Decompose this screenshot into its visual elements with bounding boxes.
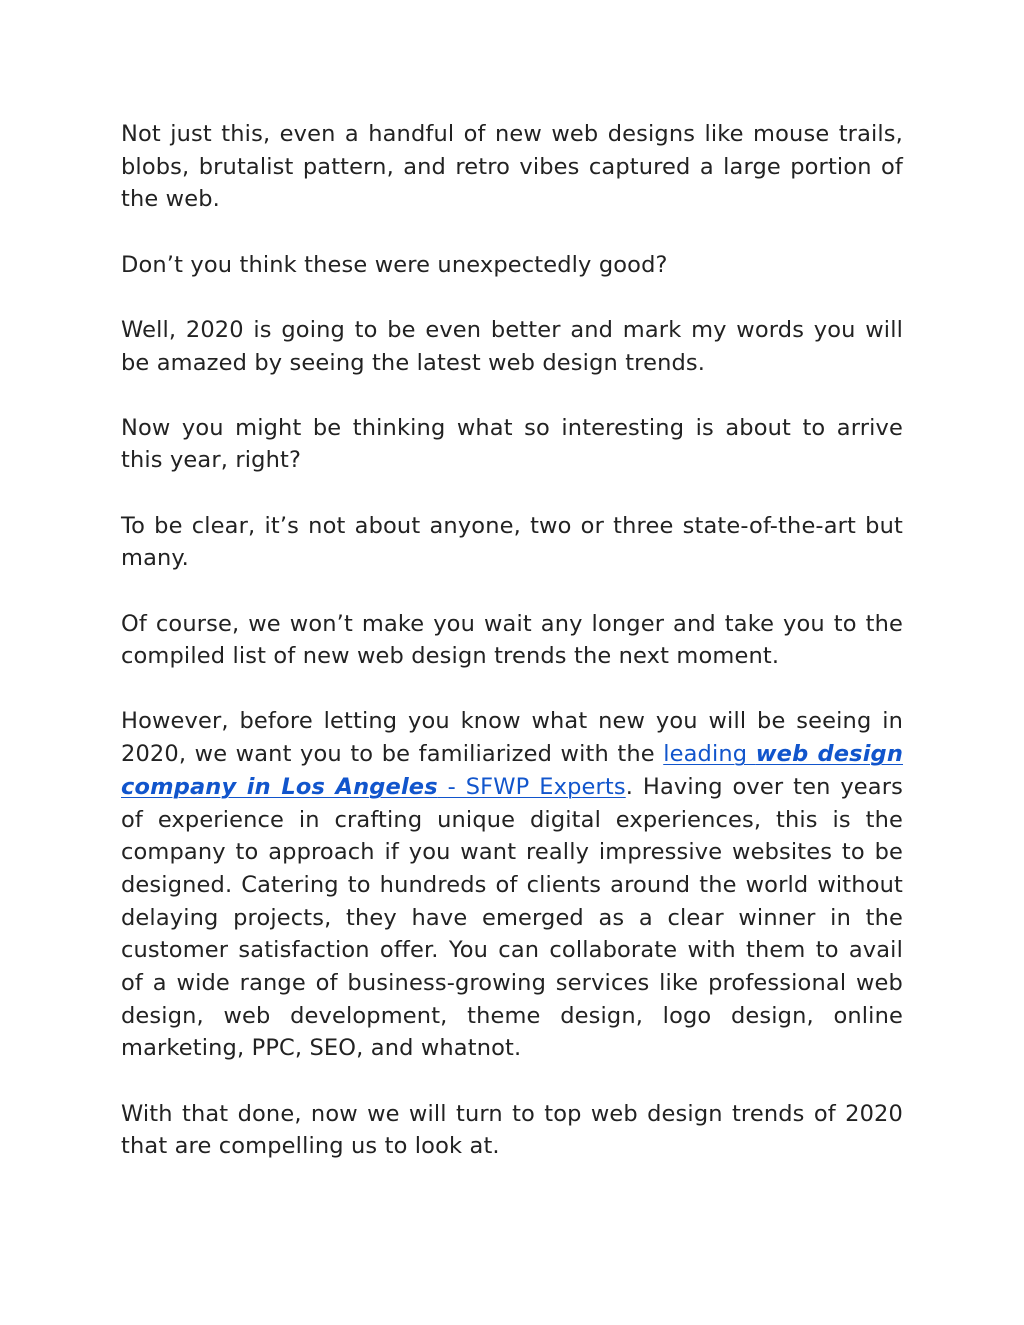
company-intro-after: . Having over ten years of experience in crafting unique digital experiences, this is the company to approach if you want really impressive websites to be designed. Catering to hundreds of clients around the world without delaying projects, they have emerged as a clear winner in the customer satisfaction offer. You can collaborate with them to avail of a wide range of business-growing services like professional web design, web development, theme design, logo design, online marketing, PPC, SEO, and whatnot. <box>121 773 904 1062</box>
paragraph-unexpectedly-good: Don’t you think these were unexpectedly good? <box>121 251 668 278</box>
paragraph-mouse-trails: Not just this, even a handful of new web designs like mouse trails, blobs, brutalist pattern, and retro vibes captured a large portion of the web. <box>121 121 903 213</box>
paragraph-state-of-the-art: To be clear, it’s not about anyone, two or three state-of-the-art but many. <box>121 512 903 572</box>
company-intro-before: However, before letting you know what new you will be seeing in 2020, we want you to be familiarized with the <box>121 708 903 768</box>
company-link-after: - SFWP Experts <box>437 773 626 800</box>
company-link-leading: leading <box>663 741 756 768</box>
paragraph-this-year: Now you might be thinking what so interesting is about to arrive this year, right? <box>121 414 903 474</box>
paragraph-closing: With that done, now we will turn to top web design trends of 2020 that are compelling us to look at. <box>121 1100 903 1160</box>
company-link-bold: web design company in Los Angeles <box>121 741 903 800</box>
document-body <box>121 118 903 1196</box>
paragraph-compiled-list: Of course, we won’t make you wait any longer and take you to the compiled list of new web design trends the next moment. <box>121 610 903 670</box>
paragraph-company-intro <box>121 705 903 1065</box>
paragraph-2020-better: Well, 2020 is going to be even better and mark my words you will be amazed by seeing the latest web design trends. <box>121 316 903 376</box>
